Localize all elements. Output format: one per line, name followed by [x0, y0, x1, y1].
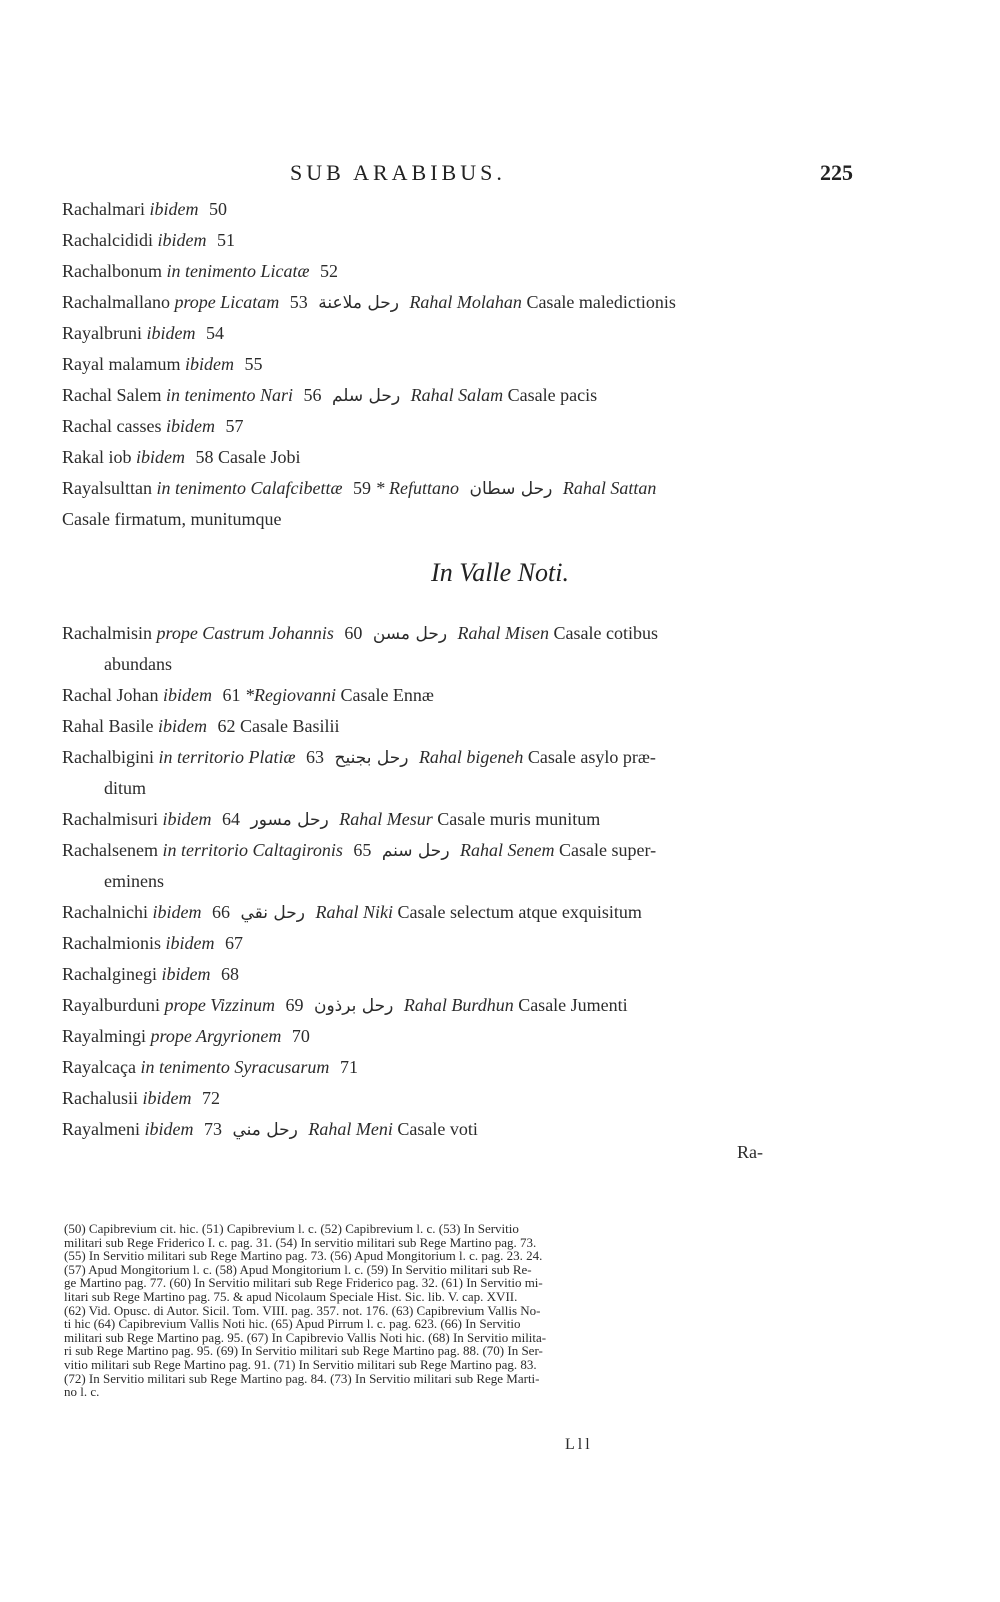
- list-item: Rayalbruni ibidem 54: [62, 323, 224, 343]
- list-item: Rachalmallano prope Licatam 53 رحل ملاعنة Rahal Molahan Casale maledictionis: [62, 292, 676, 313]
- footnote-line: (50) Capibrevium cit. hic. (51) Capibrevium l. c. (52) Capibrevium l. c. (53) In Servitio: [64, 1221, 519, 1236]
- catchword: Ra-: [737, 1142, 763, 1162]
- entry-continuation: Casale firmatum, munitumque: [62, 509, 282, 529]
- footnote-line: (57) Apud Mongitorium l. c. (58) Apud Mongitorium l. c. (59) In Servitio militari sub Re-: [64, 1261, 532, 1277]
- section-title: In Valle Noti.: [431, 558, 569, 587]
- footnote-line: (55) In Servitio militari sub Rege Martino pag. 73. (56) Apud Mongitorium l. c. pag. 23. 24.: [64, 1248, 543, 1264]
- list-item: Rachal Salem in tenimento Nari 56 رحل سلم Rahal Salam Casale pacis: [62, 385, 598, 406]
- list-item: Rachalsenem in territorio Caltagironis 65 رحل سنم Rahal Senem Casale super-: [62, 840, 657, 861]
- entry-list-second: [62, 618, 962, 1145]
- list-item: Rachal casses ibidem 57: [62, 416, 244, 436]
- list-item: Rayalcaça in tenimento Syracusarum 71: [62, 1057, 358, 1077]
- footnote-line: (72) In Servitio militari sub Rege Martino pag. 84. (73) In Servitio militari sub Rege Marti-: [64, 1370, 540, 1386]
- page-number: 225: [820, 160, 853, 185]
- list-item: Rahal Basile ibidem 62 Casale Basilii: [62, 716, 340, 736]
- footnote-line: ge Martino pag. 77. (60) In Servitio militari sub Rege Friderico pag. 32. (61) In Servitio mi-: [64, 1275, 543, 1291]
- list-item: Rachalbonum in tenimento Licatæ 52: [62, 261, 338, 281]
- footnote-line: litari sub Rege Martino pag. 75. & apud Nicolaum Speciale Hist. Sic. lib. V. cap. XVII.: [64, 1288, 518, 1304]
- footnote-line: vitio militari sub Rege Martino pag. 91. (71) In Servitio militari sub Rege Martino pag. 83.: [64, 1356, 537, 1372]
- entry-continuation: eminens: [104, 871, 164, 891]
- list-item: Rachalmionis ibidem 67: [62, 933, 243, 953]
- footnote-line: militari sub Rege Martino pag. 95. (67) In Capibrevio Vallis Noti hic. (68) In Servitio milita-: [64, 1329, 547, 1345]
- entry-continuation: abundans: [104, 654, 172, 674]
- list-item: Rachalusii ibidem 72: [62, 1088, 220, 1108]
- footnote-line: ti hic (64) Capibrevium Vallis Noti hic. (65) Apud Pirrum l. c. pag. 623. (66) In Servitio: [64, 1316, 521, 1332]
- footnote-line: ri sub Rege Martino pag. 95. (69) In Servitio militari sub Rege Martino pag. 88. (70) In Ser-: [64, 1343, 543, 1359]
- list-item: Rachalmari ibidem 50: [62, 199, 227, 219]
- list-item: Rachalmisin prope Castrum Johannis 60 رحل مسن Rahal Misen Casale cotibus: [62, 623, 659, 644]
- list-item: Rakal iob ibidem 58 Casale Jobi: [62, 447, 301, 467]
- footnote-line: (62) Vid. Opusc. di Autor. Sicil. Tom. VIII. pag. 357. not. 176. (63) Capibrevium Vallis No-: [64, 1302, 541, 1318]
- list-item: Rayalmingi prope Argyrionem 70: [62, 1026, 310, 1046]
- signature-mark: Lll: [565, 1436, 593, 1453]
- running-head: SUB ARABIBUS.: [290, 160, 506, 185]
- list-item: Rayalmeni ibidem 73 رحل مني Rahal Meni Casale voti: [62, 1119, 478, 1140]
- entry-continuation: ditum: [104, 778, 147, 798]
- list-item: Rachalbigini in territorio Platiæ 63 رحل بجنيح Rahal bigeneh Casale asylo præ-: [62, 747, 656, 768]
- list-item: Rachalcididi ibidem 51: [62, 230, 235, 250]
- footnote-line: militari sub Rege Friderico I. c. pag. 31. (54) In servitio militari sub Rege Martino pag. 73.: [64, 1234, 537, 1250]
- list-item: Rachalmisuri ibidem 64 رحل مسور Rahal Mesur Casale muris munitum: [62, 809, 601, 830]
- list-item: Rachalginegi ibidem 68: [62, 964, 239, 984]
- list-item: Rayal malamum ibidem 55: [62, 354, 263, 374]
- list-item: Rayalburduni prope Vizzinum 69 رحل برذون Rahal Burdhun Casale Jumenti: [62, 995, 628, 1016]
- list-item: Rachal Johan ibidem 61 *Regiovanni Casale Ennæ: [62, 685, 434, 705]
- list-item: Rayalsulttan in tenimento Calafcibettæ 59 * Refuttano رحل سطان Rahal Sattan: [62, 478, 657, 499]
- list-item: Rachalnichi ibidem 66 رحل نقي Rahal Niki Casale selectum atque exquisitum: [62, 902, 642, 923]
- footnotes: [64, 1222, 754, 1399]
- entry-list-first: [62, 194, 962, 535]
- footnote-line: no l. c.: [64, 1384, 100, 1400]
